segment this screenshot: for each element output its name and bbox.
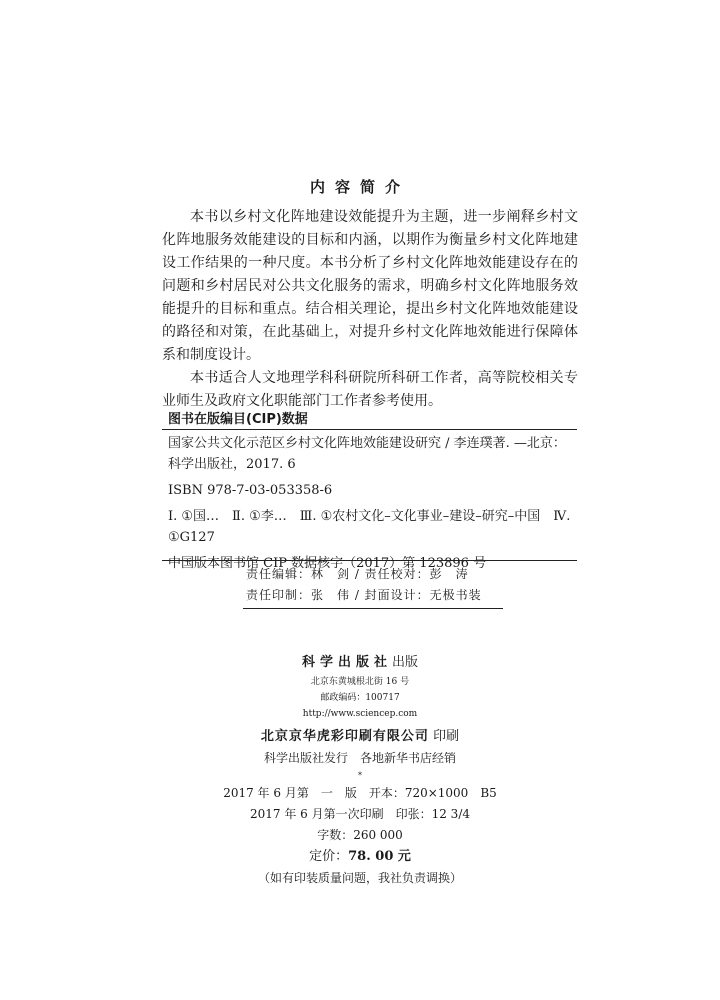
- intro-paragraph: 本书以乡村文化阵地建设效能提升为主题，进一步阐释乡村文化阵地服务效能建设的目标和内涵，以期作为衡量乡村文化阵地建设工作结果的一种尺度。本书分析了乡村文化阵地效能建设存在的问题和乡村居民对公共文化服务的需求，明确乡村文化阵地服务效能提升的目标和重点。结合相关理论，提出乡村文化阵地效能建设的路径和对策，在此基础上，对提升乡村文化阵地效能进行保障体系和制度设计。: [162, 209, 578, 363]
- publisher-address: 北京东黄城根北街 16 号: [310, 677, 410, 687]
- credits-rule: [243, 608, 503, 609]
- publisher-suffix: 出版: [392, 655, 419, 670]
- credits-editors: 责任编辑：林 剑 / 责任校对：彭 涛: [246, 567, 469, 581]
- cip-entry-isbn: ISBN 978-7-03-053358-6: [168, 483, 333, 498]
- credits-production: 责任印制：张 伟 / 封面设计：无极书装: [246, 588, 482, 602]
- price-line: [0, 846, 720, 868]
- publisher-postcode: 邮政编码：100717: [320, 693, 400, 703]
- separator-star: *: [358, 771, 362, 780]
- edition-line: 2017 年 6 月第 一 版 开本：720×1000 B5: [223, 786, 497, 800]
- price-label: 定价：: [309, 849, 349, 864]
- printer-name: 北京京华虎彩印刷有限公司: [260, 729, 429, 744]
- printer-line: [0, 726, 720, 748]
- price-value: 78. 00 元: [348, 849, 411, 864]
- cip-block: [168, 433, 572, 579]
- intro-body: [162, 206, 578, 413]
- publisher-name: 科学出版社: [301, 655, 392, 670]
- cip-entry-subjects: Ⅰ. ①国… Ⅱ. ①李… Ⅲ. ①农村文化–文化事业–建设–研究–中国 Ⅳ. ①G127: [168, 509, 571, 545]
- printing-line: 2017 年 6 月第一次印刷 印张：12 3/4: [249, 807, 470, 821]
- word-count-line: 字数：260 000: [317, 828, 403, 842]
- imprint-block: [0, 652, 720, 889]
- publisher-url: http://www.sciencep.com: [302, 709, 418, 719]
- intro-paragraph: 本书适合人文地理学科科研院所科研工作者，高等院校相关专业师生及政府文化职能部门工作者参考使用。: [162, 370, 578, 409]
- cip-heading: 图书在版编目(CIP)数据: [168, 412, 308, 427]
- quality-notice: （如有印装质量问题，我社负责调换）: [257, 871, 462, 885]
- credits-block: [246, 564, 566, 606]
- cip-entry-title: 国家公共文化示范区乡村文化阵地效能建设研究 / 李连璞著. —北京：科学出版社，2017. 6: [168, 436, 566, 472]
- distribution-line: 科学出版社发行 各地新华书店经销: [263, 751, 456, 765]
- intro-title: 内容简介: [309, 178, 410, 196]
- cip-entry-number: 中国版本图书馆 CIP 数据核字（2017）第 123896 号: [168, 556, 487, 571]
- cip-top-rule: [162, 429, 577, 430]
- printer-suffix: 印刷: [433, 729, 460, 744]
- cip-bottom-rule: [162, 560, 577, 561]
- publisher-line: [0, 652, 720, 674]
